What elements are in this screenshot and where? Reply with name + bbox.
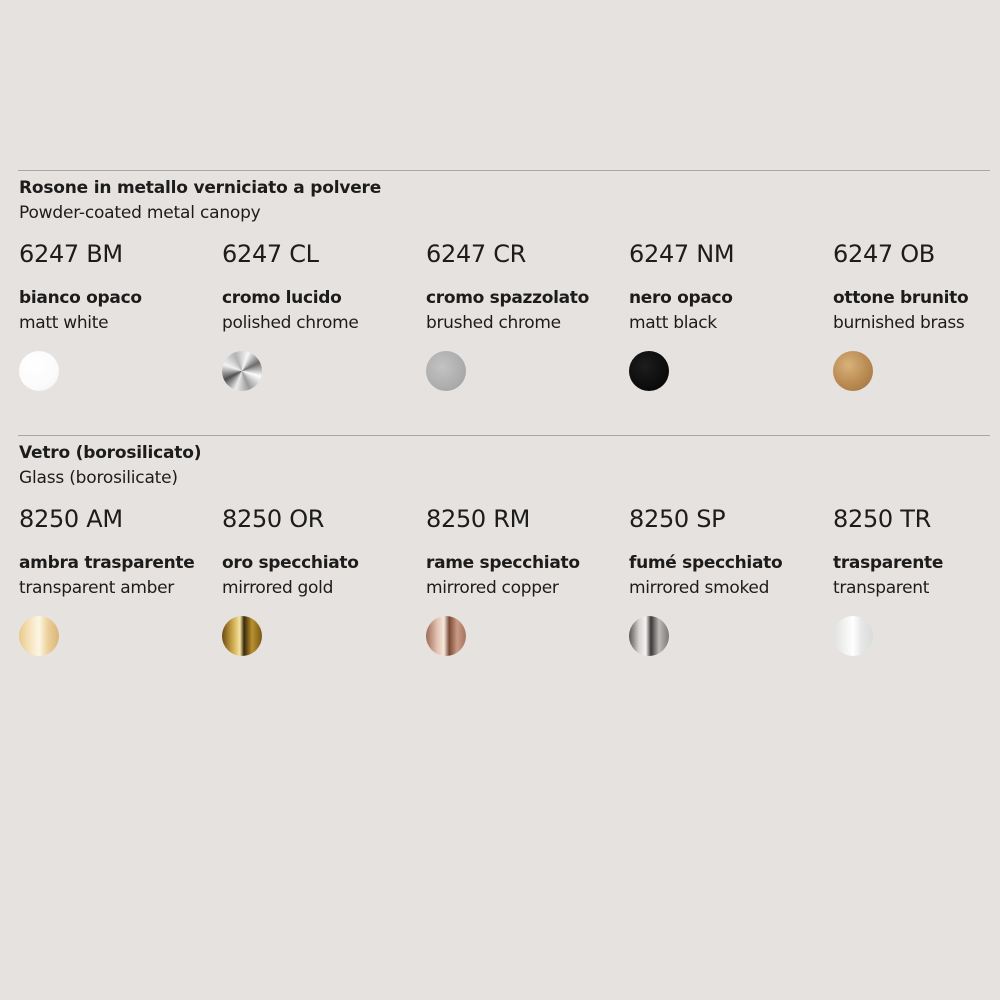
color-swatch[interactable] (426, 616, 466, 656)
finish-code: 8250 AM (19, 505, 123, 533)
finish-name-english: transparent amber (19, 578, 174, 598)
finish-code: 6247 NM (629, 240, 735, 268)
color-swatch[interactable] (426, 351, 466, 391)
finish-name-english: mirrored gold (222, 578, 334, 598)
section-title-italian: Rosone in metallo verniciato a polvere (19, 178, 382, 198)
section-title-english: Powder-coated metal canopy (19, 203, 261, 223)
finish-name-italian: trasparente (833, 553, 944, 573)
finish-name-english: matt black (629, 313, 717, 333)
section-title-english: Glass (borosilicate) (19, 468, 178, 488)
finish-name-italian: ambra trasparente (19, 553, 195, 573)
finish-code: 6247 CL (222, 240, 319, 268)
color-swatch[interactable] (833, 616, 873, 656)
finish-item[interactable] (629, 170, 829, 410)
finish-name-italian: bianco opaco (19, 288, 142, 308)
finish-name-english: brushed chrome (426, 313, 561, 333)
color-swatch[interactable] (222, 616, 262, 656)
finish-name-english: matt white (19, 313, 109, 333)
finish-code: 8250 SP (629, 505, 726, 533)
finish-name-italian: oro specchiato (222, 553, 359, 573)
finish-name-english: mirrored copper (426, 578, 559, 598)
finish-name-italian: ottone brunito (833, 288, 969, 308)
finish-item[interactable] (833, 435, 1000, 675)
color-swatch[interactable] (629, 351, 669, 391)
finish-name-english: transparent (833, 578, 930, 598)
section-title-italian: Vetro (borosilicato) (19, 443, 202, 463)
finish-item[interactable] (833, 170, 1000, 410)
finish-code: 6247 CR (426, 240, 527, 268)
finish-code: 8250 TR (833, 505, 931, 533)
finish-item[interactable] (629, 435, 829, 675)
finish-item[interactable] (426, 170, 626, 410)
color-swatch[interactable] (19, 351, 59, 391)
color-swatch[interactable] (19, 616, 59, 656)
color-swatch[interactable] (833, 351, 873, 391)
finish-code: 8250 RM (426, 505, 530, 533)
finish-code: 6247 BM (19, 240, 123, 268)
color-swatch[interactable] (222, 351, 262, 391)
finish-name-italian: cromo spazzolato (426, 288, 589, 308)
finish-item[interactable] (426, 435, 626, 675)
finish-name-italian: fumé specchiato (629, 553, 783, 573)
finish-name-italian: cromo lucido (222, 288, 342, 308)
finish-name-italian: nero opaco (629, 288, 733, 308)
finish-item[interactable] (222, 170, 422, 410)
finish-code: 8250 OR (222, 505, 325, 533)
color-swatch[interactable] (629, 616, 669, 656)
finish-item[interactable] (19, 435, 219, 675)
finish-item[interactable] (222, 435, 422, 675)
finish-item[interactable] (19, 170, 219, 410)
finish-code: 6247 OB (833, 240, 935, 268)
finish-name-italian: rame specchiato (426, 553, 580, 573)
finish-name-english: polished chrome (222, 313, 359, 333)
finish-name-english: burnished brass (833, 313, 965, 333)
finish-name-english: mirrored smoked (629, 578, 770, 598)
